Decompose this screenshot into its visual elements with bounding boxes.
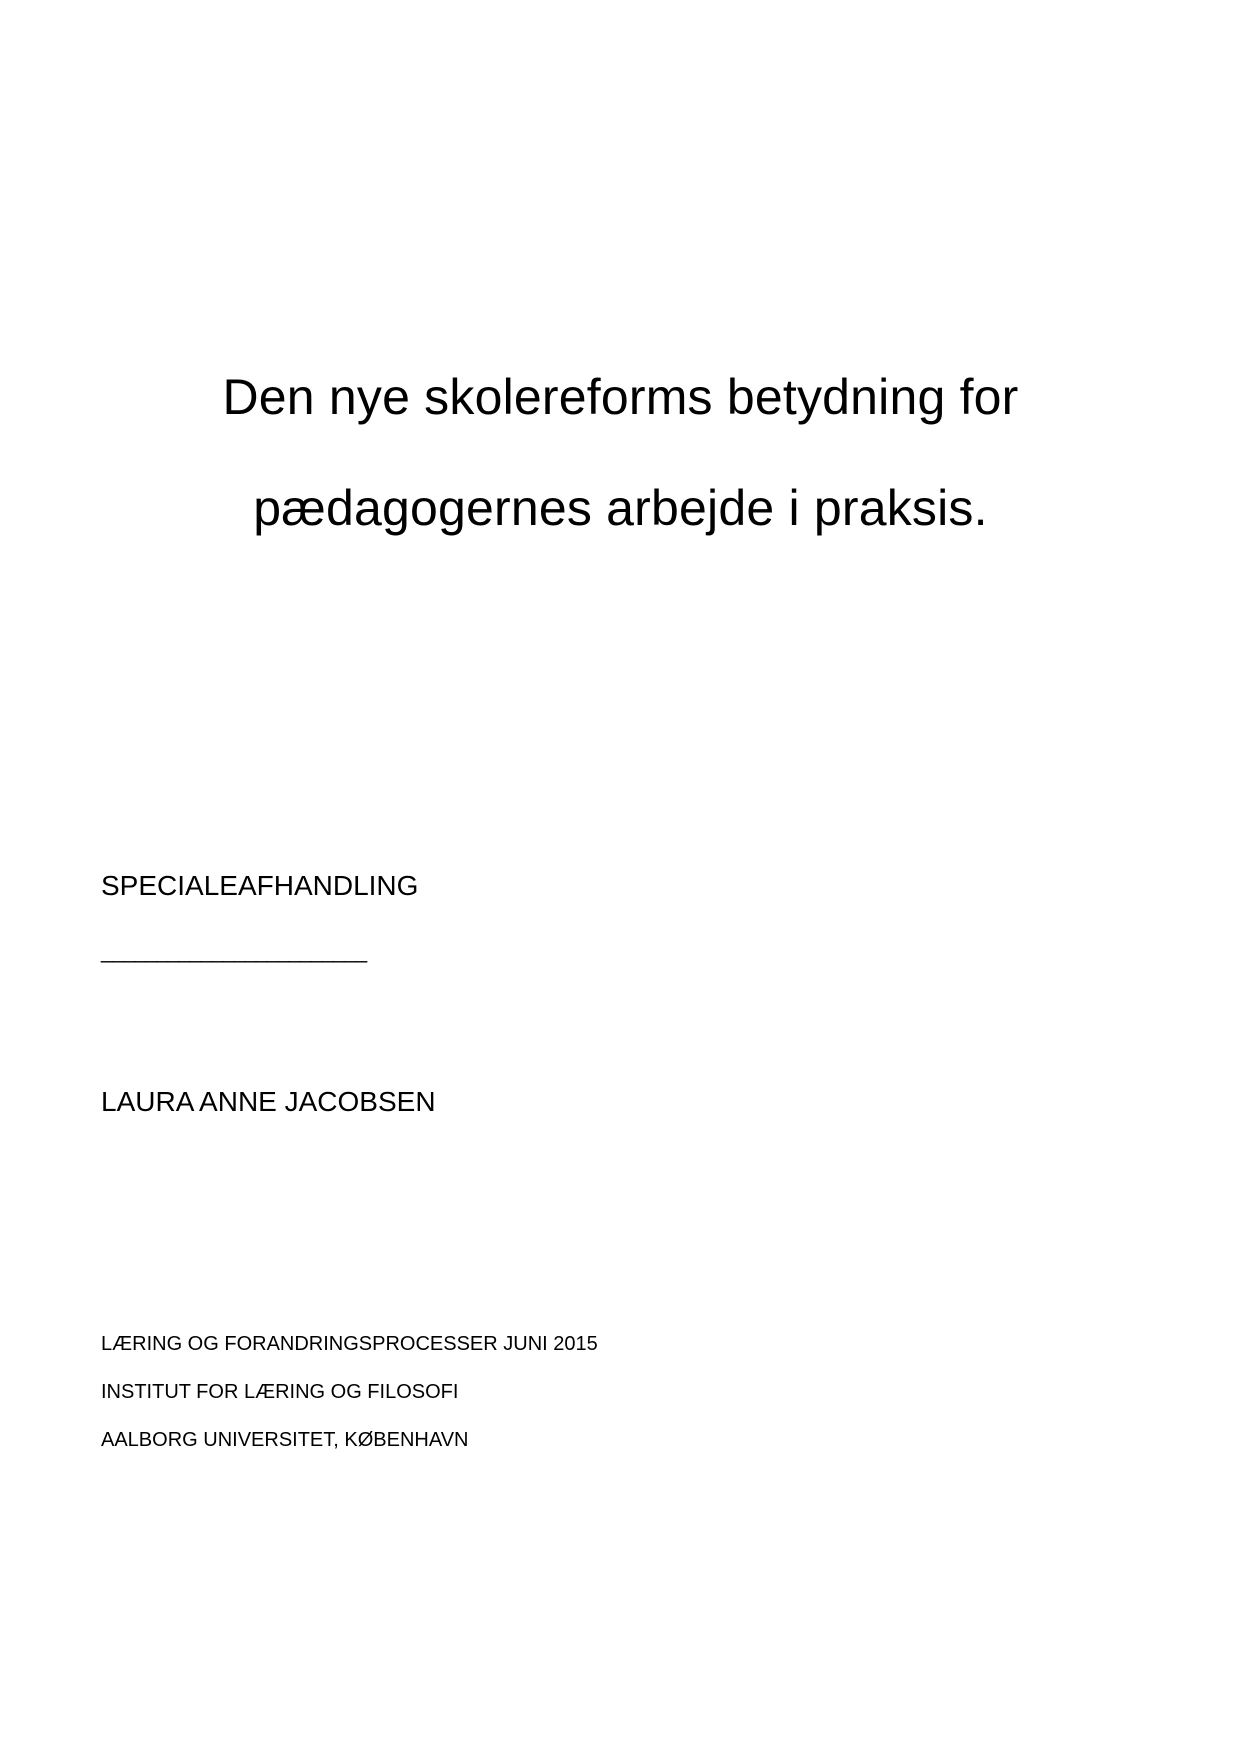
institution-line-program: LÆRING OG FORANDRINGSPROCESSER JUNI 2015 xyxy=(101,1333,598,1355)
document-type-label: SPECIALEAFHANDLING xyxy=(101,870,419,901)
separator-line: ________________________ xyxy=(101,938,366,963)
institution-line-university: AALBORG UNIVERSITET, KØBENHAVN xyxy=(101,1429,469,1451)
title-line-1: Den nye skolereforms betydning for xyxy=(222,369,1019,425)
institution-line-department: INSTITUT FOR LÆRING OG FILOSOFI xyxy=(101,1381,459,1403)
author-name: LAURA ANNE JACOBSEN xyxy=(101,1086,436,1117)
title-line-2: pædagogernes arbejde i praksis. xyxy=(253,480,988,536)
